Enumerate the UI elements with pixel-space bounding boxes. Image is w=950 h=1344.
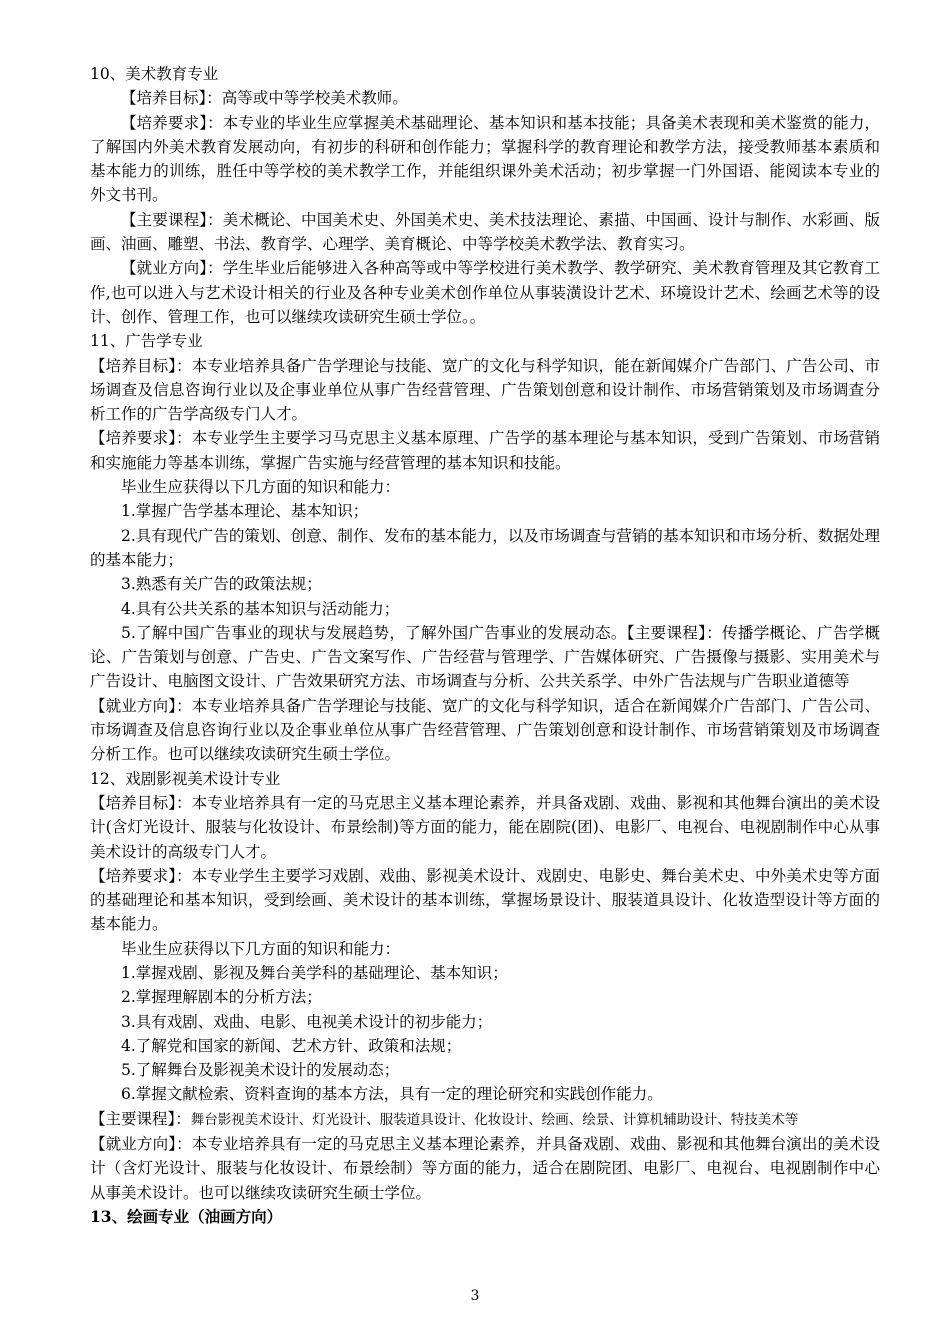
list-item: 5.了解舞台及影视美术设计的发展动态； (121, 1061, 400, 1080)
training-requirements: 【培养要求】：本专业学生主要学习戏剧、戏曲、影视美术设计、戏剧史、电影史、舞台美术史、中外美术史等方面的基础理论和基本知识，受到绘画、美术设计的基本训练，掌握场景设计、服装道具设计、化妆造型设计等方面的基本能力。 (90, 866, 880, 934)
abilities-intro: 毕业生应获得以下几方面的知识和能力： (121, 939, 401, 958)
abilities-intro: 毕业生应获得以下几方面的知识和能力： (121, 478, 401, 497)
section-heading-drama-film-design: 12、戏剧影视美术设计专业 (90, 769, 281, 788)
list-item: 2.掌握理解剧本的分析方法； (121, 988, 322, 1007)
list-item: 3.具有戏剧、戏曲、电影、电视美术设计的初步能力； (121, 1012, 493, 1031)
list-item: 4.具有公共关系的基本知识与活动能力； (121, 599, 400, 618)
page-content (90, 62, 880, 1229)
training-requirements: 【培养要求】：本专业学生主要学习马克思主义基本原理、广告学的基本理论与基本知识，受到广告策划、市场营销和实施能力等基本训练，掌握广告实施与经营管理的基本知识和技能。 (90, 429, 880, 472)
list-item: 2.具有现代广告的策划、创意、制作、发布的基本能力，以及市场调查与营销的基本知识和市场分析、数据处理的基本能力； (90, 526, 880, 569)
list-item: 1.掌握戏剧、影视及舞台美学科的基础理论、基本知识； (121, 963, 508, 982)
career-direction: 【就业方向】：本专业培养具有一定的马克思主义基本理论素养，并具备戏剧、戏曲、影视和其他舞台演出的美术设计（含灯光设计、服装与化妆设计、布景绘制）等方面的能力，适合在剧院团、电影厂、电视台、电视剧制作中心从事美术设计。也可以继续攻读研究生硕士学位。 (90, 1135, 880, 1202)
section-heading-painting-oil: 13、绘画专业（油画方向） (90, 1206, 283, 1226)
list-item: 5.了解中国广告事业的现状与发展趋势，了解外国广告事业的发展动态。【主要课程】：传播学概论、广告学概论、广告策划与创意、广告史、广告文案写作、广告经营与管理学、广告媒体研究、广告摄像与摄影、实用美术与广告设计、电脑图文设计、广告效果研究方法、市场调查与分析、公共关系学、中外广告法规与广告职业道德等 (90, 623, 880, 691)
main-courses (90, 1107, 880, 1132)
page-number: 3 (470, 1288, 480, 1304)
training-goal: 【培养目标】：本专业培养具有一定的马克思主义基本理论素养，并具备戏剧、戏曲、影视和其他舞台演出的美术设计(含灯光设计、服装与化妆设计、布景绘制)等方面的能力，能在剧院(团)、电影厂、电视台、电视剧制作中心从事美术设计的高级专门人才。 (90, 793, 880, 861)
training-goal: 【培养目标】：本专业培养具备广告学理论与技能、宽广的文化与科学知识，能在新闻媒介广告部门、广告公司、市场调查及信息咨询行业以及企事业单位从事广告经营管理、广告策划创意和设计制作、市场营销策划及市场调查分析工作的广告学高级专门人才。 (90, 356, 880, 424)
list-item: 1.掌握广告学基本理论、基本知识； (121, 502, 369, 521)
list-item: 4.了解党和国家的新闻、艺术方针、政策和法规； (121, 1036, 462, 1055)
main-courses-list: 舞台影视美术设计、灯光设计、服装道具设计、化妆设计、绘画、绘景、计算机辅助设计、特技美术等 (190, 1111, 799, 1128)
career-direction: 【就业方向】：学生毕业后能够进入各种高等或中等学校进行美术教学、教学研究、美术教育管理及其它教育工作,也可以进入与艺术设计相关的行业及各种专业美术创作单位从事装潢设计艺术、环境设计艺术、绘画艺术等的设计、创作、管理工作，也可以继续攻读研究生硕士学位。。 (90, 259, 880, 326)
section-heading-art-education: 10、美术教育专业 (90, 65, 219, 83)
main-courses: 【主要课程】：美术概论、中国美术史、外国美术史、美术技法理论、素描、中国画、设计与制作、水彩画、版画、油画、雕塑、书法、教育学、心理学、美育概论、中等学校美术教学法、教育实习。 (90, 210, 880, 254)
list-item: 3.熟悉有关广告的政策法规； (121, 575, 322, 594)
section-heading-advertising: 11、广告学专业 (90, 332, 203, 351)
career-direction: 【就业方向】：本专业培养具备广告学理论与技能、宽广的文化与科学知识，适合在新闻媒介广告部门、广告公司、市场调查及信息咨询行业以及企事业单位从事广告经营管理、广告策划创意和设计制作、市场营销策划及市场调查分析工作。也可以继续攻读研究生硕士学位。 (90, 696, 880, 764)
training-requirements: 【培养要求】：本专业的毕业生应掌握美术基础理论、基本知识和基本技能；具备美术表现和美术鉴赏的能力，了解国内外美术教育发展动向，有初步的科研和创作能力；掌握科学的教育理论和教学方法，接受教师基本素质和基本能力的训练，胜任中等学校的美术教学工作，并能组织课外美术活动；初步掌握一门外国语、能阅读本专业的外文书刊。 (90, 113, 880, 205)
training-goal: 【培养目标】：高等或中等学校美术教师。 (121, 89, 408, 108)
list-item: 6.掌握文献检索、资料查询的基本方法，具有一定的理论研究和实践创作能力。 (121, 1085, 663, 1104)
main-courses-label: 【主要课程】： (90, 1109, 191, 1128)
